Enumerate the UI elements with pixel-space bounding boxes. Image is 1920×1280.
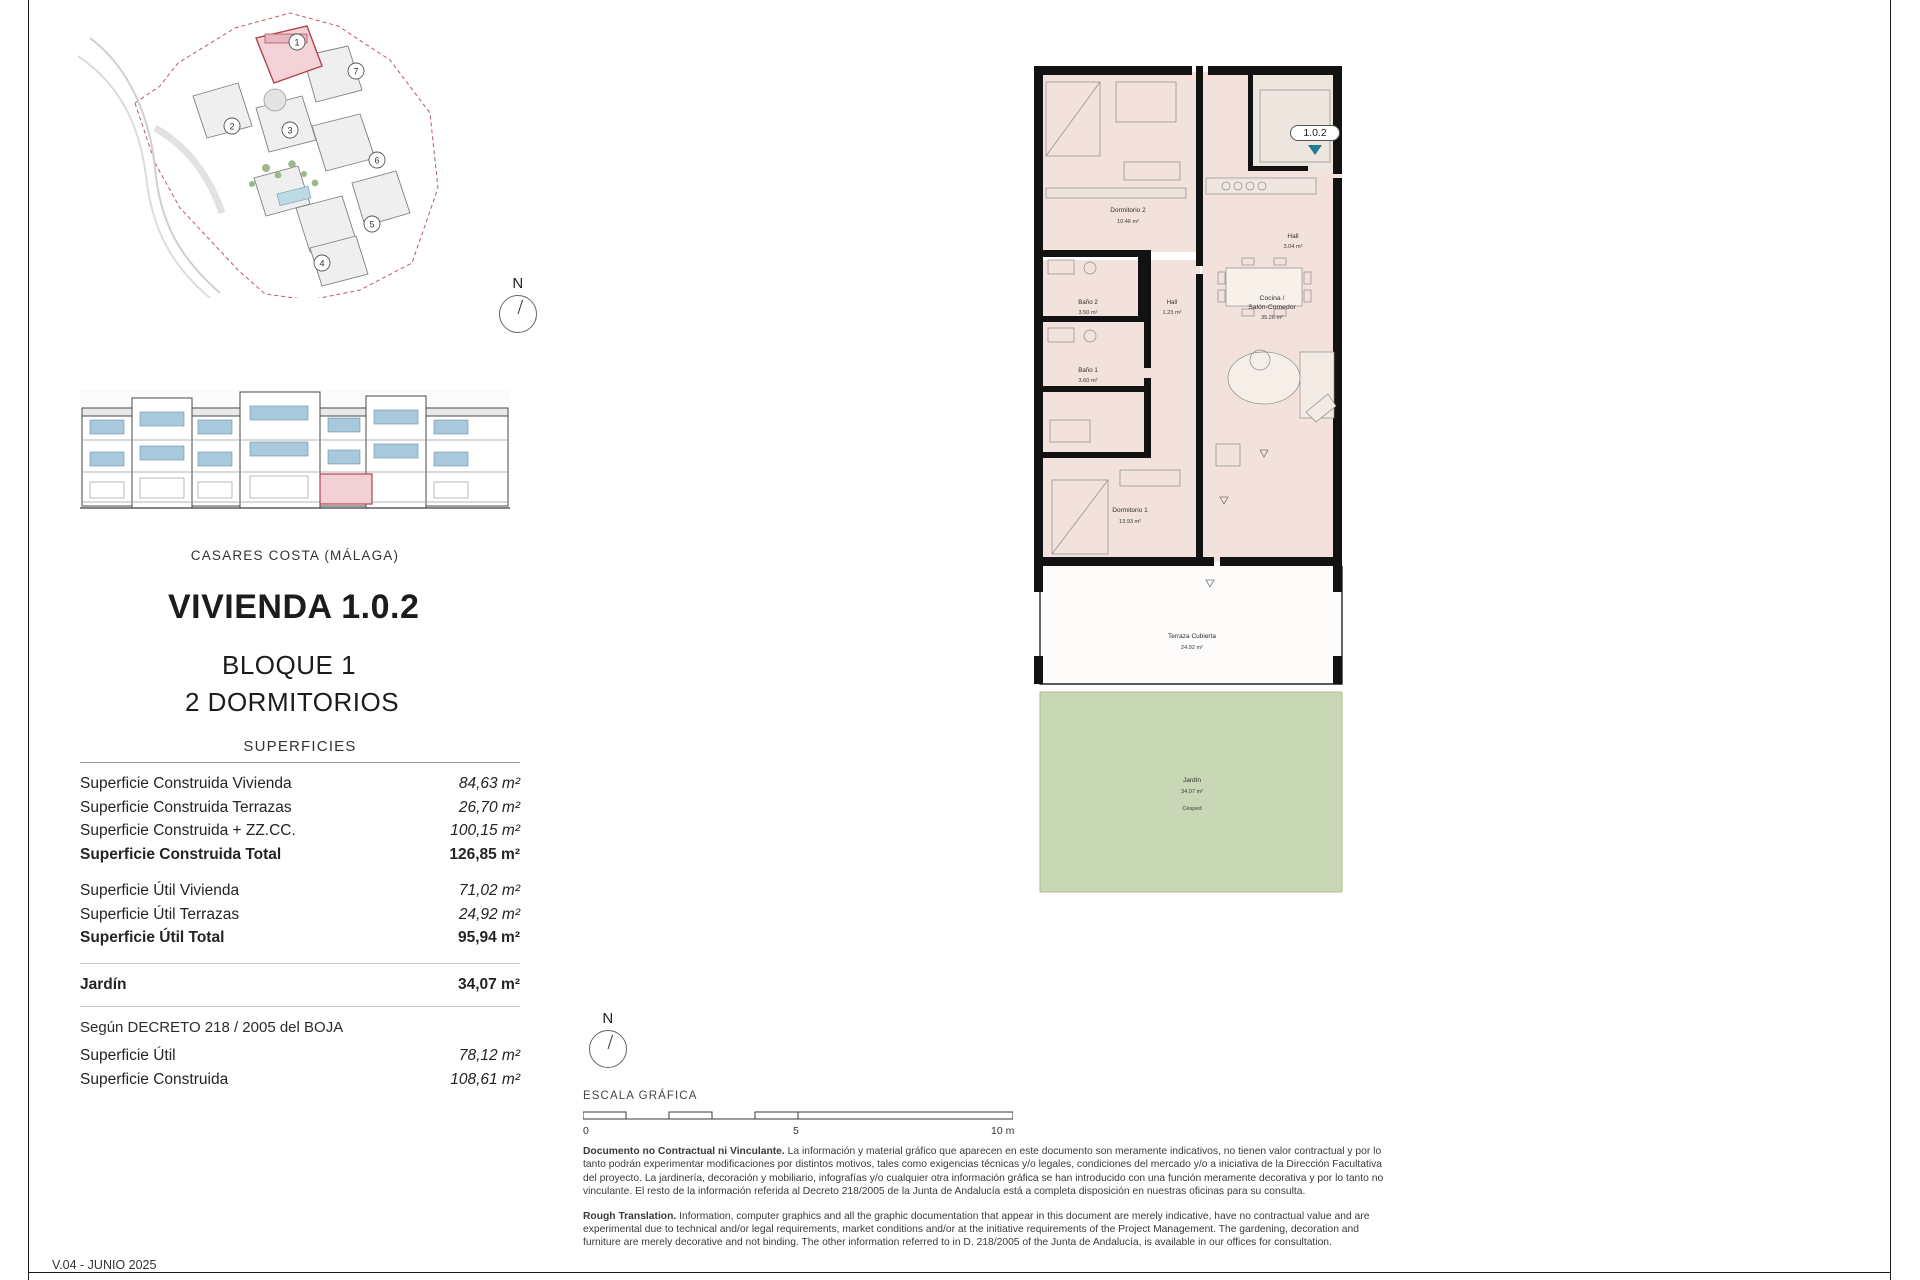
unit-tag-pointer-icon [1308,145,1322,155]
svg-text:1: 1 [294,37,300,48]
legal-notice [583,1145,1393,1261]
surfaces-group-decreto [80,1044,520,1091]
graphic-scale [583,1090,1053,1139]
svg-text:2: 2 [229,121,235,132]
legal-paragraph-es [583,1145,1393,1199]
site-plan [60,8,500,298]
scale-tick-5: 5 [793,1125,799,1137]
row-value: 26,70 m² [458,798,520,816]
north-label: N [512,275,524,292]
frame-line-left [28,0,29,1280]
svg-text:Hall: Hall [1166,300,1178,306]
row-value: 84,63 m² [458,775,520,792]
frame-line-bottom [28,1272,1890,1273]
unit-tag-label: 1.0.2 [1290,125,1340,141]
scale-tick-10: 10 m [991,1125,1015,1137]
north-arrow-site [490,275,546,337]
surfaces-table [80,738,520,1091]
row-value: 126,85 m² [449,845,520,863]
table-row [80,796,520,820]
table-row [80,772,520,796]
svg-text:1.23 m²: 1.23 m² [1162,310,1182,316]
north-label: N [602,1010,614,1027]
decreto-note: Según DECRETO 218 / 2005 del BOJA [80,1019,344,1036]
table-row [80,973,520,997]
svg-text:24.92 m²: 24.92 m² [1180,645,1204,651]
frame-line-right [1890,0,1891,1280]
legal-body-es: La información y material gráfico que aparecen en este documento son meramente indicativos, no tienen valor contractual y por lo tanto podrán experimentar modificaciones por distintos motivos, tales como exigencias técnicas y/o legales, condiciones del mercado y/o a iniciativa de la Dirección Facultativa del proyecto. La jardinería, decoración y mobiliario, infografías y/o cualquier otra información gráfica se han introducido con una función meramente decorativa y por lo tanto no vinculante. El resto de la información referida al Decreto 218/2005 de la Junta de Andalucía está a completa disposición en nuestras oficinas para su consulta. [583,1146,1384,1198]
svg-text:Salón-Comedor: Salón-Comedor [1248,304,1296,311]
surfaces-group-garden [80,964,520,997]
svg-text:13.93 m²: 13.93 m² [1118,519,1142,525]
row-label: Superficie Útil Total [80,929,225,946]
row-value: 100,15 m² [450,822,520,839]
building-elevation [80,372,510,527]
svg-text:3.60 m²: 3.60 m² [1078,378,1098,384]
row-label: Superficie Construida + ZZ.CC. [80,822,296,839]
row-value: 71,02 m² [458,882,520,899]
scale-ticks [583,1125,1053,1139]
table-row [80,819,520,843]
table-row [80,903,520,927]
legal-paragraph-en [583,1210,1393,1250]
north-needle-icon [518,300,524,315]
version-label: V.04 - JUNIO 2025 [52,1258,157,1272]
svg-text:Baño 2: Baño 2 [1078,299,1098,306]
row-label: Superficie Útil Vivienda [80,882,240,899]
table-row [80,879,520,903]
svg-text:Dormitorio 2: Dormitorio 2 [1110,207,1146,214]
surfaces-group-built [80,763,520,866]
row-label: Superficie Construida Vivienda [80,775,292,792]
row-value: 108,61 m² [450,1070,520,1088]
legal-title-es: Documento no Contractual ni Vinculante. [583,1146,785,1157]
table-row [80,1068,520,1092]
unit-tag [1290,125,1340,155]
row-label: Superficie Construida Total [80,845,282,863]
svg-text:Jardín: Jardín [1182,777,1202,784]
surfaces-group-usable [80,879,520,950]
row-value: 34,07 m² [457,975,520,993]
svg-text:35.26 m²: 35.26 m² [1260,315,1284,321]
svg-text:Baño 1: Baño 1 [1078,367,1098,374]
block-label: BLOQUE 1 [222,650,357,680]
svg-text:Hall: Hall [1287,233,1299,240]
row-label: Superficie Útil Terrazas [80,905,240,923]
north-circle [499,295,537,333]
row-label: Jardín [80,975,127,993]
table-row-total [80,843,520,867]
table-row [80,1044,520,1068]
legal-title-en: Rough Translation. [583,1210,677,1222]
legal-body-en: Information, computer graphics and all the graphic documentation that appear in this document are merely indicative, have no contractual value and are experimental due to technical and/or legal requirements, market conditions and/or at the initiative requirements of the Project Management. The gardening, decoration and furniture are merely decorative and not binding. The other information referred to in D. 218/2005 of the Junta de Andalucía, is available in our offices for consultation. [583,1210,1370,1249]
north-circle [589,1030,627,1068]
svg-text:6: 6 [374,155,380,166]
scale-tick-0: 0 [583,1125,589,1137]
svg-text:3.50 m²: 3.50 m² [1078,310,1098,316]
highlighted-unit [320,474,372,504]
scale-bar [583,1110,1013,1122]
svg-text:Terraza Cubierta: Terraza Cubierta [1167,633,1217,640]
north-needle-icon [608,1035,614,1050]
svg-text:Cocina /: Cocina / [1259,295,1285,302]
row-value: 24,92 m² [458,905,520,923]
floor-plan [1020,60,1360,1020]
bedrooms-label: 2 DORMITORIOS [185,687,400,717]
svg-text:5: 5 [369,219,375,230]
svg-text:4: 4 [319,258,325,269]
table-row-total [80,926,520,950]
svg-text:7: 7 [353,66,359,77]
north-arrow-plan [580,1010,636,1072]
svg-text:34.07 m²: 34.07 m² [1180,789,1204,795]
row-value: 78,12 m² [458,1047,520,1064]
svg-text:Dormitorio 1: Dormitorio 1 [1112,507,1148,514]
svg-text:Césped: Césped [1182,806,1202,812]
scale-label: ESCALA GRÁFICA [583,1090,698,1102]
row-label: Superficie Útil [80,1047,176,1064]
location-caption: CASARES COSTA (MÁLAGA) [190,548,400,563]
svg-text:10.46 m²: 10.46 m² [1116,219,1140,225]
row-label: Superficie Construida Terrazas [80,798,292,816]
row-label: Superficie Construida [80,1070,229,1088]
svg-text:3.04 m²: 3.04 m² [1283,244,1303,250]
page-title: VIVIENDA 1.0.2 [168,588,420,626]
row-value: 95,94 m² [457,929,520,946]
svg-text:3: 3 [287,125,293,136]
surfaces-header: SUPERFICIES [243,738,357,755]
